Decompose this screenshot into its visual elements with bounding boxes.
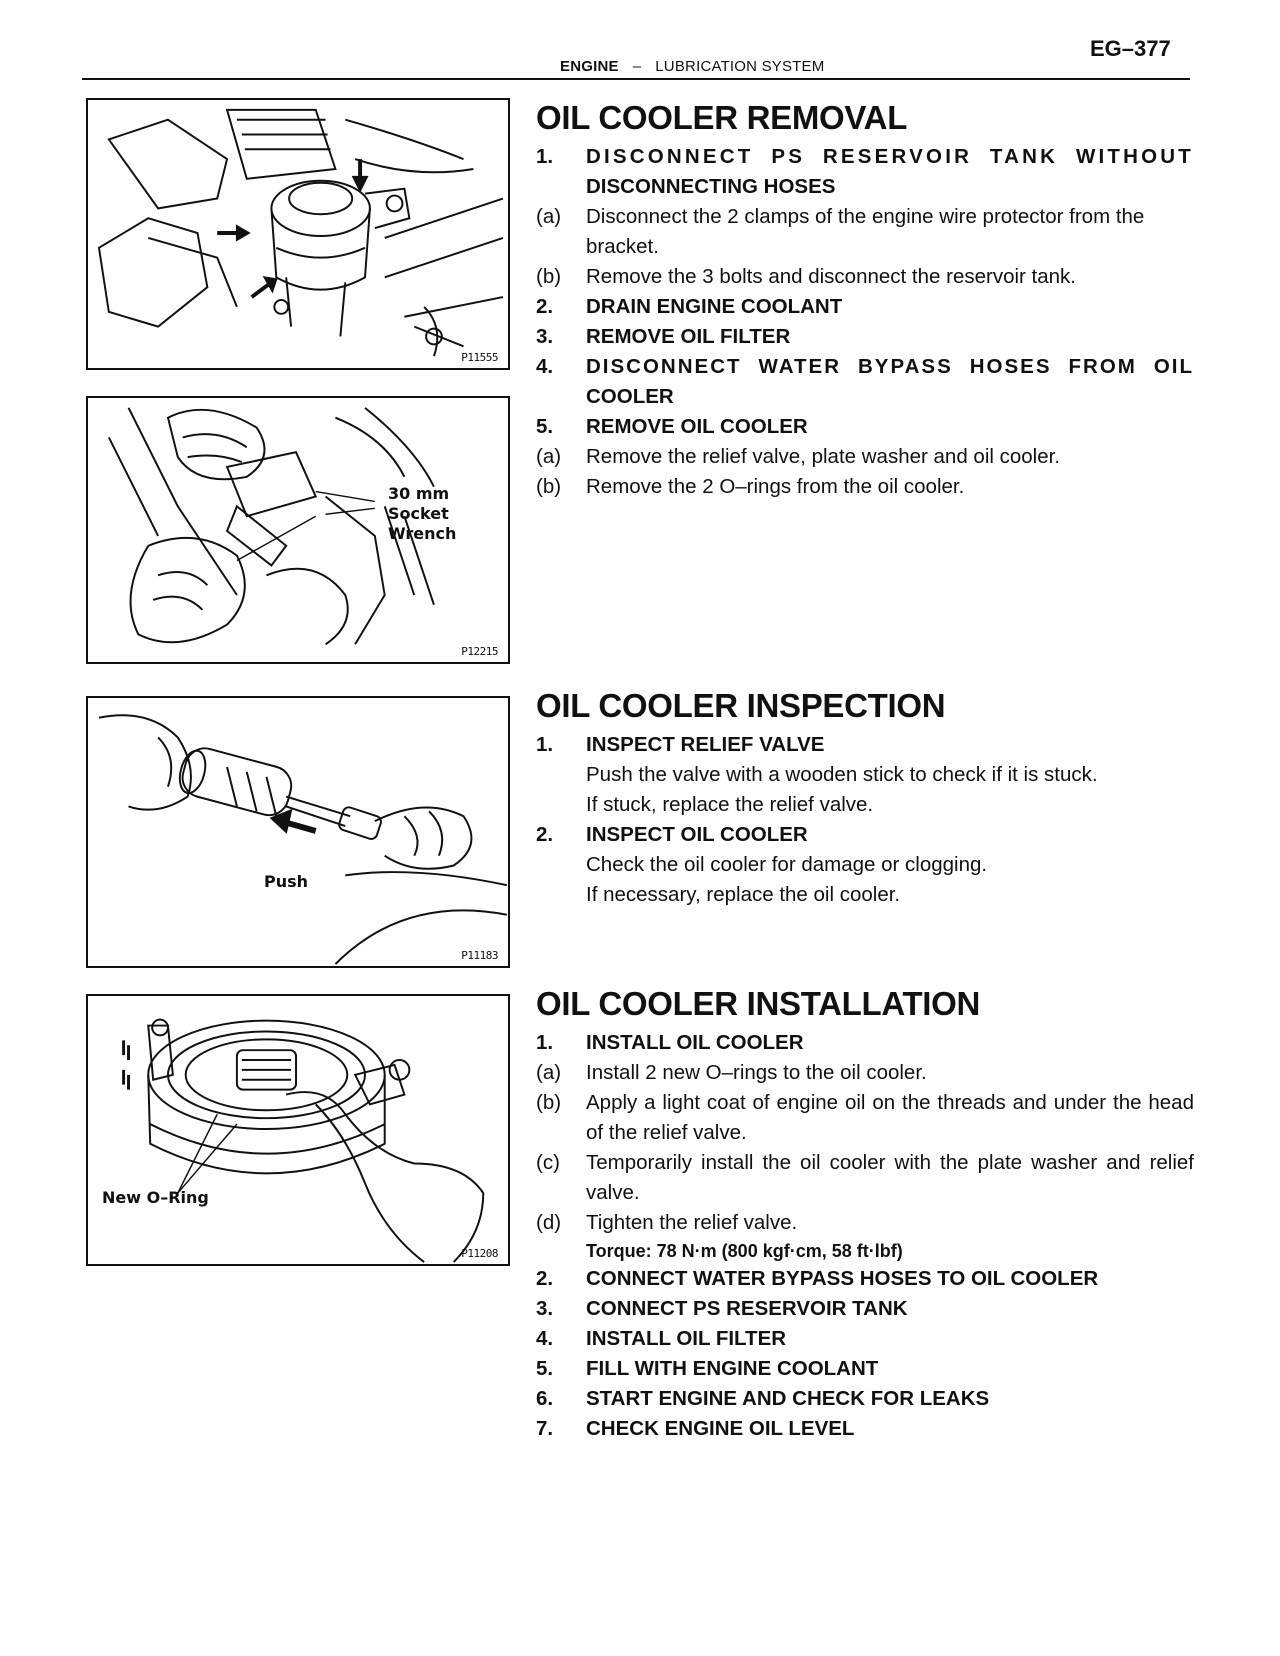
step <box>536 1414 1194 1444</box>
step <box>536 322 1194 352</box>
torque-spec <box>536 1238 1194 1264</box>
step-number: 4. <box>536 1327 554 1350</box>
step-note <box>536 850 1194 880</box>
section-oil-cooler-inspection <box>536 686 1194 910</box>
figure-code: P11208 <box>461 1247 498 1260</box>
callout-new-o-ring: New O–Ring <box>102 1188 209 1207</box>
figure-code: P11555 <box>461 351 498 364</box>
step <box>536 1354 1194 1384</box>
header-rule <box>82 78 1190 80</box>
step-number: 4. <box>536 355 554 378</box>
substep-letter: (b) <box>536 265 562 288</box>
callout-line: Wrench <box>388 524 457 543</box>
step-text: START ENGINE AND CHECK FOR LEAKS <box>586 1387 990 1410</box>
page-number: EG–377 <box>1090 36 1171 61</box>
substep-text: Remove the 3 bolts and disconnect the reservoir tank. <box>586 265 1076 288</box>
step <box>536 1384 1194 1414</box>
step-number: 3. <box>536 1297 554 1320</box>
substep <box>536 472 1194 502</box>
step <box>536 820 1194 850</box>
section-title: OIL COOLER INSTALLATION <box>536 985 981 1022</box>
step-note <box>536 790 1194 820</box>
step <box>536 1294 1194 1324</box>
step-note-text: Push the valve with a wooden stick to check if it is stuck. <box>586 763 1098 786</box>
figure-socket-wrench <box>86 396 510 664</box>
step-text: REMOVE OIL FILTER <box>586 325 791 348</box>
section-title: OIL COOLER INSPECTION <box>536 687 946 724</box>
substep-letter: (a) <box>536 1061 562 1084</box>
substep-letter: (d) <box>536 1211 562 1234</box>
running-head-section: ENGINE <box>560 58 619 75</box>
substep <box>536 262 1194 292</box>
step-number: 2. <box>536 1267 554 1290</box>
substep-text: Apply a light coat of engine oil on the threads and under the head of the relief valve. <box>586 1091 1194 1144</box>
step-text <box>586 142 1194 202</box>
substep-letter: (a) <box>536 445 562 468</box>
figure-ps-reservoir-tank <box>86 98 510 370</box>
step-text: CONNECT PS RESERVOIR TANK <box>586 1297 908 1320</box>
substep-text: Temporarily install the oil cooler with the plate washer and relief valve. <box>586 1151 1194 1204</box>
step-note-text: If stuck, replace the relief valve. <box>586 793 874 816</box>
step-number: 2. <box>536 823 554 846</box>
callout-line: Socket <box>388 504 449 523</box>
step <box>536 1264 1194 1294</box>
step-text-line: DISCONNECT PS RESERVOIR TANK WITHOUT <box>586 145 1194 168</box>
step <box>536 352 1194 412</box>
substep-text: Tighten the relief valve. <box>586 1211 798 1234</box>
section-oil-cooler-removal <box>536 98 1194 502</box>
step-number: 1. <box>536 1031 554 1054</box>
step-text: CONNECT WATER BYPASS HOSES TO OIL COOLER <box>586 1267 1099 1290</box>
relief-valve-illustration <box>88 698 508 966</box>
step-number: 1. <box>536 145 554 168</box>
step-text-line: COOLER <box>586 385 674 408</box>
figure-new-o-ring <box>86 994 510 1266</box>
running-head-separator: – <box>632 58 642 75</box>
step-note <box>536 880 1194 910</box>
step-text: CHECK ENGINE OIL LEVEL <box>586 1417 855 1440</box>
substep <box>536 1088 1194 1148</box>
step-text: INSPECT RELIEF VALVE <box>586 733 825 756</box>
step-number: 5. <box>536 1357 554 1380</box>
step-number: 7. <box>536 1417 554 1440</box>
step-text: REMOVE OIL COOLER <box>586 415 808 438</box>
step <box>536 1028 1194 1058</box>
substep-letter: (b) <box>536 1091 562 1114</box>
step-text-line: DISCONNECTING HOSES <box>586 175 836 198</box>
step-text: INSTALL OIL COOLER <box>586 1031 804 1054</box>
torque-spec-text: Torque: 78 N·m (800 kgf·cm, 58 ft·lbf) <box>586 1241 903 1261</box>
figure-relief-valve-push <box>86 696 510 968</box>
step <box>536 1324 1194 1354</box>
substep <box>536 442 1194 472</box>
step <box>536 412 1194 442</box>
substep-text: Remove the relief valve, plate washer and oil cooler. <box>586 445 1061 468</box>
ps-reservoir-illustration <box>88 100 508 368</box>
figure-code: P11183 <box>461 949 498 962</box>
substep <box>536 1208 1194 1238</box>
callout-line: 30 mm <box>388 484 450 503</box>
substep-text: Install 2 new O–rings to the oil cooler. <box>586 1061 927 1084</box>
step-text: INSPECT OIL COOLER <box>586 823 808 846</box>
figure-code: P12215 <box>461 645 498 658</box>
substep <box>536 1058 1194 1088</box>
substep-letter: (c) <box>536 1151 560 1174</box>
step-text <box>586 352 1194 412</box>
step-number: 3. <box>536 325 554 348</box>
section-oil-cooler-installation <box>536 984 1194 1444</box>
section-title: OIL COOLER REMOVAL <box>536 99 908 136</box>
substep-letter: (a) <box>536 205 562 228</box>
callout-socket-wrench <box>388 484 456 544</box>
step-text: INSTALL OIL FILTER <box>586 1327 787 1350</box>
running-head-subsection: LUBRICATION SYSTEM <box>655 58 825 75</box>
step-number: 1. <box>536 733 554 756</box>
step <box>536 292 1194 322</box>
substep <box>536 202 1194 262</box>
substep-letter: (b) <box>536 475 562 498</box>
running-head <box>560 58 824 75</box>
substep-text: Disconnect the 2 clamps of the engine wire protector from the bracket. <box>586 205 1145 258</box>
step-number: 5. <box>536 415 554 438</box>
o-ring-illustration <box>88 996 508 1264</box>
callout-push: Push <box>264 872 309 891</box>
step <box>536 730 1194 760</box>
step-number: 2. <box>536 295 554 318</box>
step-note <box>536 760 1194 790</box>
step-note-text: If necessary, replace the oil cooler. <box>586 883 901 906</box>
step <box>536 142 1194 202</box>
substep-text: Remove the 2 O–rings from the oil cooler. <box>586 475 965 498</box>
substep <box>536 1148 1194 1208</box>
step-text: FILL WITH ENGINE COOLANT <box>586 1357 879 1380</box>
step-text-line: DISCONNECT WATER BYPASS HOSES FROM OIL <box>586 355 1194 378</box>
step-text: DRAIN ENGINE COOLANT <box>586 295 843 318</box>
step-number: 6. <box>536 1387 554 1410</box>
step-note-text: Check the oil cooler for damage or clogging. <box>586 853 988 876</box>
